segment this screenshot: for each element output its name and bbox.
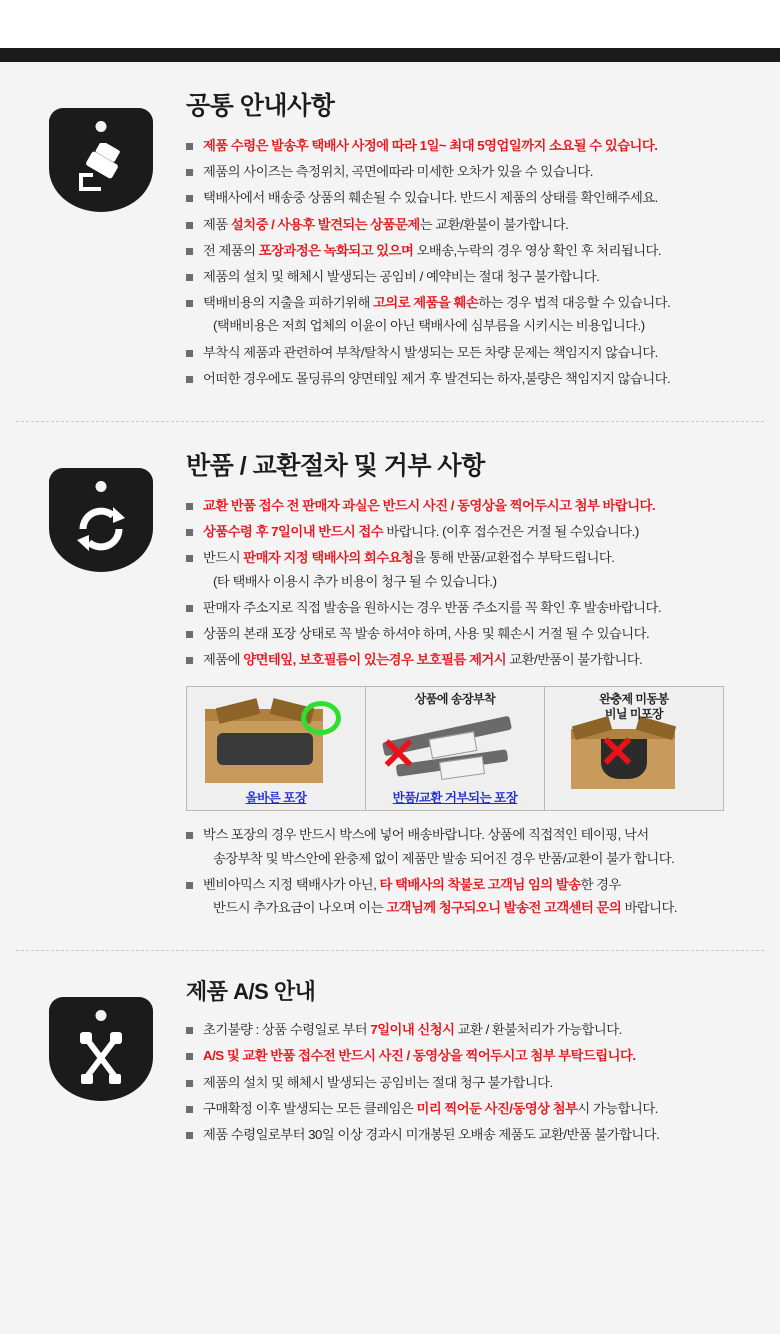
section-as — [0, 951, 780, 1161]
list-item-note: 송장부착 및 박스안에 완충제 없이 제품만 발송 되어진 경우 반품/교환이 불가 합니다. — [213, 850, 675, 866]
section-return-icon-col — [16, 446, 186, 924]
photo-caption: 올바른 포장 — [245, 791, 307, 806]
top-dark-bar — [0, 48, 780, 62]
list-item-note: 반드시 추가요금이 나오며 이는 고객님께 청구되오니 발송전 고객센터 문의 바랍니다. — [213, 900, 678, 916]
x-mark: ✕ — [380, 730, 417, 780]
page-title-common: 공통 안내사항 — [186, 92, 335, 120]
list-item: 상품수령 후 7일이내 반드시 접수 바랍니다. (이후 접수건은 거절 될 수있습니다.) — [186, 522, 760, 542]
page-title-as: 제품 A/S 안내 — [186, 979, 316, 1005]
list-item: 제품의 설치 및 해체시 발생되는 공임비 / 예약비는 절대 청구 불가합니다. — [186, 267, 760, 287]
list-item: 상품의 본래 포장 상태로 꼭 발송 하셔야 하며, 사용 및 훼손시 거절 될 수 있습니다. — [186, 624, 760, 644]
bottom-spacer — [0, 1161, 780, 1167]
list-item: 제품 수령은 발송후 택배사 사정에 따라 1일~ 최대 5영업일까지 소요될 수 있습니다. — [186, 136, 760, 156]
list-item-note: (택배비용은 저희 업체의 이윤이 아닌 택배사에 심부름을 시키시는 비용입니다.) — [213, 318, 645, 334]
section-common — [0, 62, 780, 405]
list-item: A/S 및 교환 반품 접수전 반드시 사진 / 동영상을 찍어두시고 첨부 부탁드립니다. — [186, 1046, 760, 1066]
page-title-return: 반품 / 교환절차 및 거부 사항 — [186, 452, 485, 481]
list-item: 판매자 주소지로 직접 발송을 원하시는 경우 반품 주소지를 꼭 확인 후 발송바랍니다. — [186, 598, 760, 618]
list-item: 반드시 판매자 지정 택배사의 회수요청을 통해 반품/교환접수 부탁드립니다. — [186, 548, 760, 568]
section-common-body — [186, 86, 764, 395]
section-as-icon-col — [16, 975, 186, 1151]
as-list — [186, 1020, 760, 1145]
tag-refresh-icon — [49, 468, 153, 572]
section-return — [0, 422, 780, 934]
section-as-body — [186, 975, 764, 1151]
tag-camera-icon — [49, 108, 153, 212]
return-list-after — [186, 825, 760, 918]
list-item: 제품 수령일로부터 30일 이상 경과시 미개봉된 오배송 제품도 교환/반품 불가합니다. — [186, 1125, 760, 1145]
list-item: 초기불량 : 상품 수령일로 부터 7일이내 신청시 교환 / 환불처리가 가능합니다. — [186, 1020, 760, 1040]
top-white-spacer — [0, 0, 780, 48]
list-item: 벤비아믹스 지정 택배사가 아닌, 타 택배사의 착불로 고객님 임의 발송한 경우 — [186, 875, 760, 895]
list-item: 부착식 제품과 관련하여 부착/탈착시 발생되는 모든 차량 문제는 책임지지 않습니다. — [186, 343, 760, 363]
list-item: 박스 포장의 경우 반드시 박스에 넣어 배송바랍니다. 상품에 직접적인 테이핑, 낙서 — [186, 825, 760, 845]
photo-correct-packaging — [187, 687, 366, 810]
tag-tools-icon — [49, 997, 153, 1101]
list-item: 택배비용의 지출을 피하기위해 고의로 제품을 훼손하는 경우 법적 대응할 수 있습니다. — [186, 293, 760, 313]
list-item: 제품 설치중 / 사용후 발견되는 상품문제는 교환/환불이 불가합니다. — [186, 215, 760, 235]
photo-rejected-nocushion — [545, 687, 723, 810]
list-item: 어떠한 경우에도 몰딩류의 양면테잎 제거 후 발견되는 하자,불량은 책임지지 않습니다. — [186, 369, 760, 389]
list-item: 택배사에서 배송중 상품의 훼손될 수 있습니다. 반드시 제품의 상태를 확인해주세요. — [186, 188, 760, 208]
list-item: 제품에 양면테잎, 보호필름이 있는경우 보호필름 제거시 교환/반품이 불가합니다. — [186, 650, 760, 670]
return-list — [186, 496, 760, 670]
photo-top-label: 완충제 미동봉 비닐 미포장 — [599, 692, 669, 722]
list-item: 전 제품의 포장과정은 녹화되고 있으며 오배송,누락의 경우 영상 확인 후 처리됩니다. — [186, 241, 760, 261]
list-item: 교환 반품 접수 전 판매자 과실은 반드시 사진 / 동영상을 찍어두시고 첨부 바랍니다. — [186, 496, 760, 516]
common-list — [186, 136, 760, 389]
photo-caption: 반품/교환 거부되는 포장 — [392, 791, 518, 806]
list-item: 제품의 설치 및 해체시 발생되는 공임비는 절대 청구 불가합니다. — [186, 1073, 760, 1093]
section-common-icon-col — [16, 86, 186, 395]
list-item: 제품의 사이즈는 측정위치, 곡면에따라 미세한 오차가 있을 수 있습니다. — [186, 162, 760, 182]
section-return-body — [186, 446, 764, 924]
list-item-note: (타 택배사 이용시 추가 비용이 청구 될 수 있습니다.) — [213, 573, 497, 589]
x-mark: ✕ — [599, 728, 636, 778]
photo-top-label: 상품에 송장부착 — [414, 692, 496, 707]
photo-rejected-label — [366, 687, 545, 810]
list-item: 구매확정 이후 발생되는 모든 클레임은 미리 찍어둔 사진/동영상 첨부시 가능합니다. — [186, 1099, 760, 1119]
packaging-examples — [186, 686, 724, 811]
